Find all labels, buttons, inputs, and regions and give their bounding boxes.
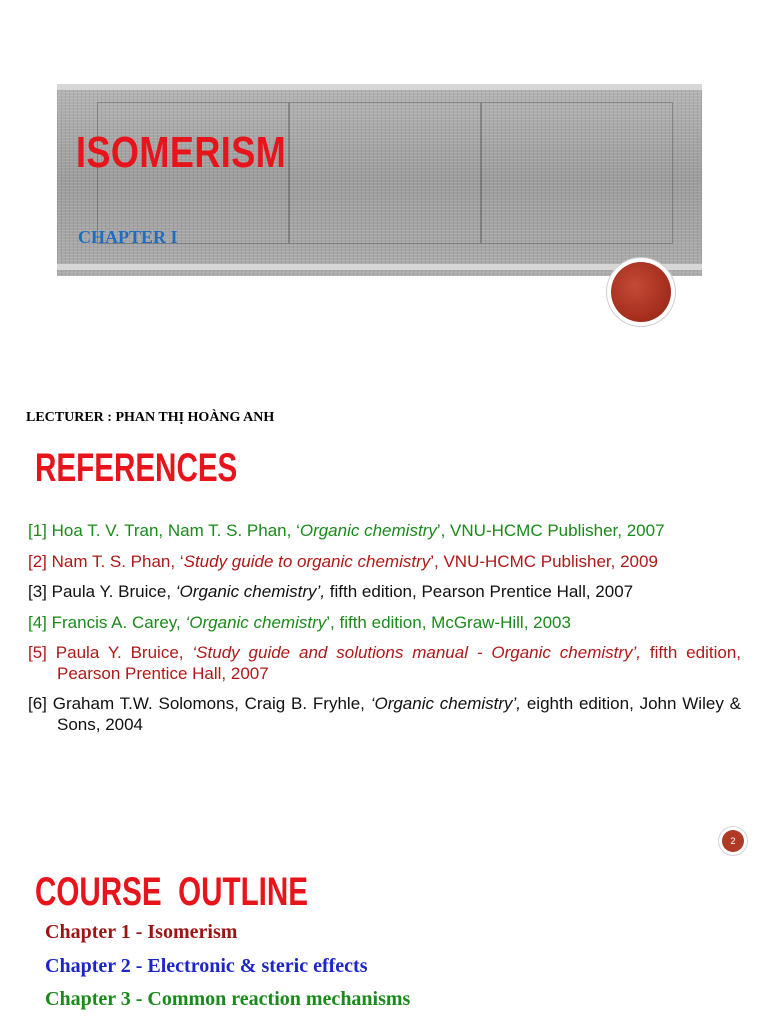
chapter-item: Chapter 3 - Common reaction mechanisms — [45, 988, 411, 1010]
reference-item: [5] Paula Y. Bruice, ‘Study guide and solutions manual - Organic chemistry’, fifth edition, Pearson Prentice Hall, 2007 — [28, 643, 742, 683]
page-number: 2 — [722, 830, 744, 852]
page-number-badge — [719, 827, 747, 855]
chapter-subtitle: CHAPTER I — [78, 227, 178, 247]
decorative-circle-icon — [607, 258, 675, 326]
reference-item: [4] Francis A. Carey, ‘Organic chemistry’, fifth edition, McGraw-Hill, 2003 — [28, 612, 571, 632]
banner-stripe-bottom — [57, 264, 702, 270]
banner-texture-cell — [289, 102, 481, 244]
chapter-item: Chapter 1 - Isomerism — [45, 921, 238, 943]
reference-list — [28, 521, 741, 735]
reference-item: [2] Nam T. S. Phan, ‘Study guide to organic chemistry’, VNU-HCMC Publisher, 2009 — [28, 551, 658, 571]
chapter-item: Chapter 2 - Electronic & steric effects — [45, 955, 368, 977]
references-title: REFERENCES — [35, 446, 238, 490]
lecturer-name: LECTURER : PHAN THỊ HOÀNG ANH — [26, 410, 275, 425]
slide-title: ISOMERISM — [76, 128, 287, 177]
course-outline-title: COURSE OUTLINE — [35, 870, 308, 914]
banner-stripe-top — [57, 84, 702, 90]
reference-item: [3] Paula Y. Bruice, ‘Organic chemistry’, fifth edition, Pearson Prentice Hall, 2007 — [28, 582, 634, 601]
banner-texture-cell — [481, 102, 673, 244]
reference-item: [6] Graham T.W. Solomons, Craig B. Fryhle, ‘Organic chemistry’, eighth edition, John Wiley & Sons, 2004 — [28, 694, 741, 734]
reference-item: [1] Hoa T. V. Tran, Nam T. S. Phan, ‘Organic chemistry’, VNU-HCMC Publisher, 2007 — [28, 521, 665, 540]
